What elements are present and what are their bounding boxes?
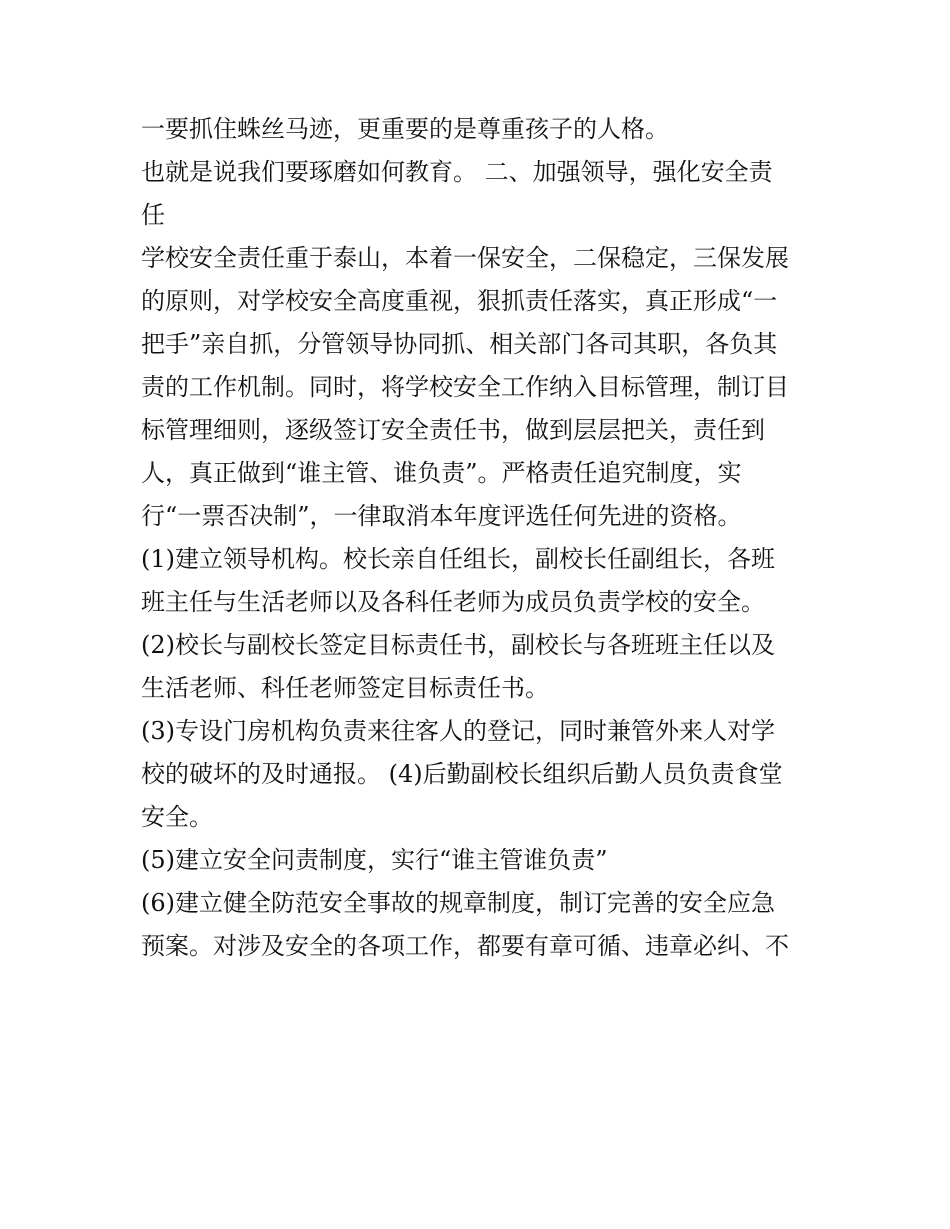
text-line: 人，真正做到“谁主管、谁负责”。严格责任追究制度，实 (141, 459, 742, 487)
text-line: (1)建立领导机构。校长亲自任组长，副校长任副组长，各班 (141, 545, 775, 573)
text-line: 把手”亲自抓，分管领导协同抓、相关部门各司其职，各负其 (141, 330, 778, 358)
text-line: 学校安全责任重于泰山，本着一保安全，二保稳定，三保发展 (141, 244, 789, 272)
text-line: (6)建立健全防范安全事故的规章制度，制订完善的安全应急 (141, 889, 775, 917)
text-line: 班主任与生活老师以及各科任老师为成员负责学校的安全。 (141, 588, 765, 616)
text-line: 的原则，对学校安全高度重视，狠抓责任落实，真正形成“一 (141, 287, 778, 315)
text-line: 校的破坏的及时通报。 (4)后勤副校长组织后勤人员负责食堂 (141, 760, 783, 788)
text-line: (5)建立安全问责制度，实行“谁主管谁负责” (141, 846, 608, 874)
text-line: 责的工作机制。同时，将学校安全工作纳入目标管理，制订目 (141, 373, 789, 401)
text-line: 预案。对涉及安全的各项工作，都要有章可循、违章必纠、不 (141, 932, 789, 960)
text-line: 标管理细则，逐级签订安全责任书，做到层层把关，责任到 (141, 416, 765, 444)
text-line: 任 (141, 201, 165, 229)
text-line: 行“一票否决制”，一律取消本年度评选任何先进的资格。 (141, 502, 742, 530)
text-line: 一要抓住蛛丝马迹，更重要的是尊重孩子的人格。 (141, 115, 669, 143)
text-line: (2)校长与副校长签定目标责任书，副校长与各班班主任以及 (141, 631, 775, 659)
text-line: 也就是说我们要琢磨如何教育。 二、加强领导，强化安全责 (141, 158, 773, 186)
text-line: 生活老师、科任老师签定目标责任书。 (141, 674, 549, 702)
text-line: 安全。 (141, 803, 213, 831)
text-line: (3)专设门房机构负责来往客人的登记，同时兼管外来人对学 (141, 717, 775, 745)
document-body (141, 108, 831, 968)
